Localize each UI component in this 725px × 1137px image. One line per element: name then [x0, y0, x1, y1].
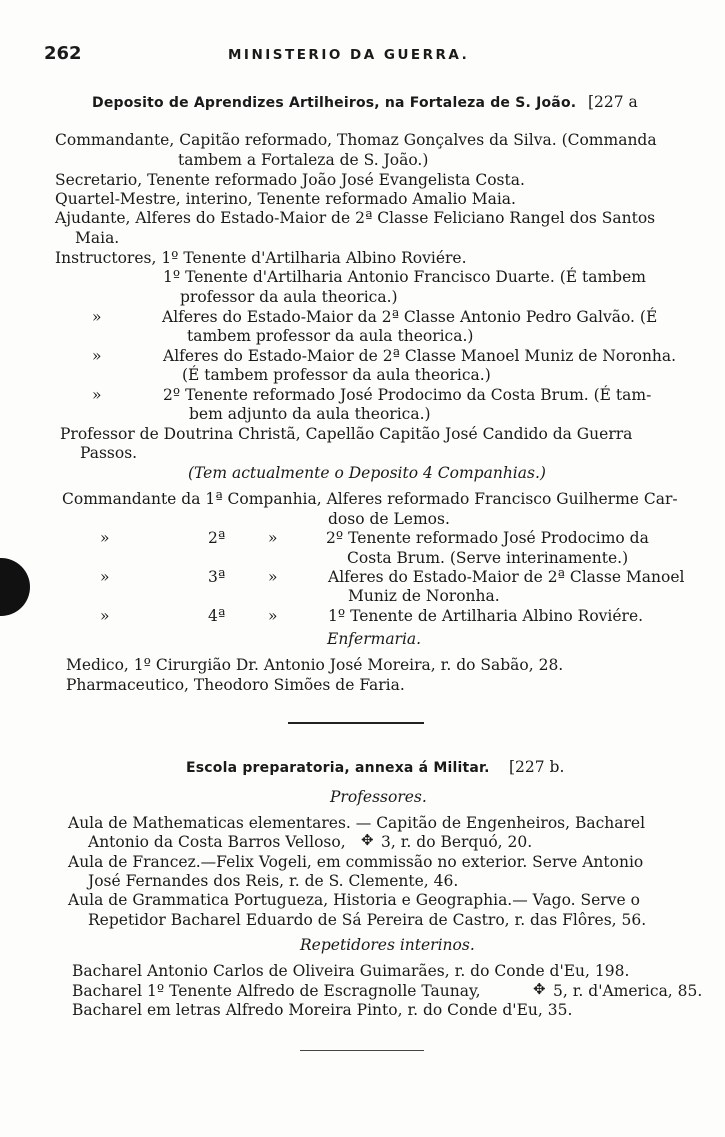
professores-line: Repetidor Bacharel Eduardo de Sá Pereira de Castro, r. das Flôres, 56. — [88, 911, 647, 929]
section-heading-deposito: Deposito de Aprendizes Artilheiros, na Fortaleza de S. João. — [92, 95, 577, 111]
companhia-number: 4ª — [208, 607, 226, 625]
deposito-line: bem adjunto da aula theorica.) — [189, 405, 431, 423]
deposito-line: 1º Tenente d'Artilharia Antonio Francisco Duarte. (É tambem — [163, 268, 646, 286]
deposito-line: Alferes do Estado-Maior da 2ª Classe Antonio Pedro Galvão. (É — [162, 308, 658, 326]
deposito-line: Alferes do Estado-Maior de 2ª Classe Manoel Muniz de Noronha. — [163, 347, 677, 365]
ditto-mark: » — [268, 529, 278, 547]
professores-heading: Professores. — [330, 788, 427, 806]
professores-line: Aula de Mathematicas elementares. — Capitão de Engenheiros, Bacharel — [68, 814, 646, 832]
section-divider — [288, 722, 424, 724]
ditto-mark: » — [100, 607, 110, 625]
repetidores-line: Bacharel Antonio Carlos de Oliveira Guimarães, r. do Conde d'Eu, 198. — [72, 962, 630, 980]
repetidores-line: Bacharel 1º Tenente Alfredo de Escragnolle Taunay, — [72, 982, 481, 1000]
deposito-line: Professor de Doutrina Christã, Capellão Capitão José Candido da Guerra — [60, 425, 633, 443]
ditto-mark: » — [92, 308, 102, 326]
deposito-line: Ajudante, Alferes do Estado-Maior de 2ª Classe Feliciano Rangel dos Santos — [55, 209, 656, 227]
repetidores-heading: Repetidores interinos. — [300, 936, 475, 954]
professores-line: Antonio da Costa Barros Velloso, — [88, 833, 346, 851]
repetidores-line: Bacharel em letras Alfredo Moreira Pinto, r. do Conde d'Eu, 35. — [72, 1001, 573, 1019]
cross-symbol-icon: ✥ — [361, 831, 374, 849]
section-divider — [300, 1050, 424, 1051]
deposito-line: (É tambem professor da aula theorica.) — [182, 366, 491, 384]
deposito-line: Quartel-Mestre, interino, Tenente reformado Amalio Maia. — [55, 190, 516, 208]
cross-symbol-icon: ✥ — [533, 980, 546, 998]
professores-line: Aula de Francez.—Felix Vogeli, em commissão no exterior. Serve Antonio — [68, 853, 644, 871]
companhia-line: Muniz de Noronha. — [348, 587, 500, 605]
professores-line: 3, r. do Berquó, 20. — [381, 833, 533, 851]
enfermaria-heading: Enfermaria. — [327, 630, 422, 648]
deposito-line: Secretario, Tenente reformado João José Evangelista Costa. — [55, 171, 525, 189]
companhias-note: (Tem actualmente o Deposito 4 Companhias.) — [188, 464, 546, 482]
companhia-line: Alferes do Estado-Maior de 2ª Classe Manoel — [328, 568, 685, 586]
companhia-line: 2º Tenente reformado José Prodocimo da — [326, 529, 649, 547]
professores-line: José Fernandes dos Reis, r. de S. Clemente, 46. — [88, 872, 459, 890]
repetidores-line: 5, r. d'America, 85. — [553, 982, 703, 1000]
deposito-line: professor da aula theorica.) — [180, 288, 398, 306]
ditto-mark: » — [92, 386, 102, 404]
professores-line: Aula de Grammatica Portugueza, Historia e Geographia.— Vago. Serve o — [68, 891, 640, 909]
section-ref-deposito: [227 a — [588, 93, 638, 111]
ditto-mark: » — [268, 607, 278, 625]
deposito-line: tambem a Fortaleza de S. João.) — [178, 151, 429, 169]
section-heading-escola: Escola preparatoria, annexa á Militar. — [186, 760, 490, 776]
companhia-line: 1º Tenente de Artilharia Albino Roviére. — [328, 607, 644, 625]
deposito-line: 2º Tenente reformado José Prodocimo da Costa Brum. (É tam- — [163, 386, 652, 404]
companhia-line: Costa Brum. (Serve interinamente.) — [347, 549, 629, 567]
deposito-line: Passos. — [80, 444, 138, 462]
deposito-line: Instructores, 1º Tenente d'Artilharia Albino Roviére. — [55, 249, 467, 267]
running-header: MINISTERIO DA GUERRA. — [228, 47, 470, 63]
deposito-line: Commandante, Capitão reformado, Thomaz Gonçalves da Silva. (Commanda — [55, 131, 657, 149]
deposito-line: tambem professor da aula theorica.) — [187, 327, 474, 345]
enfermaria-line: Pharmaceutico, Theodoro Simões de Faria. — [66, 676, 405, 694]
companhia-line: doso de Lemos. — [328, 510, 450, 528]
page-number: 262 — [44, 43, 82, 64]
companhia-line: Commandante da 1ª Companhia, Alferes reformado Francisco Guilherme Car- — [62, 490, 678, 508]
ditto-mark: » — [92, 347, 102, 365]
ink-blot — [0, 558, 30, 616]
companhia-number: 3ª — [208, 568, 226, 586]
companhia-number: 2ª — [208, 529, 226, 547]
ditto-mark: » — [100, 568, 110, 586]
ditto-mark: » — [268, 568, 278, 586]
enfermaria-line: Medico, 1º Cirurgião Dr. Antonio José Moreira, r. do Sabão, 28. — [66, 656, 564, 674]
section-ref-escola: [227 b. — [509, 758, 565, 776]
ditto-mark: » — [100, 529, 110, 547]
deposito-line: Maia. — [75, 229, 120, 247]
